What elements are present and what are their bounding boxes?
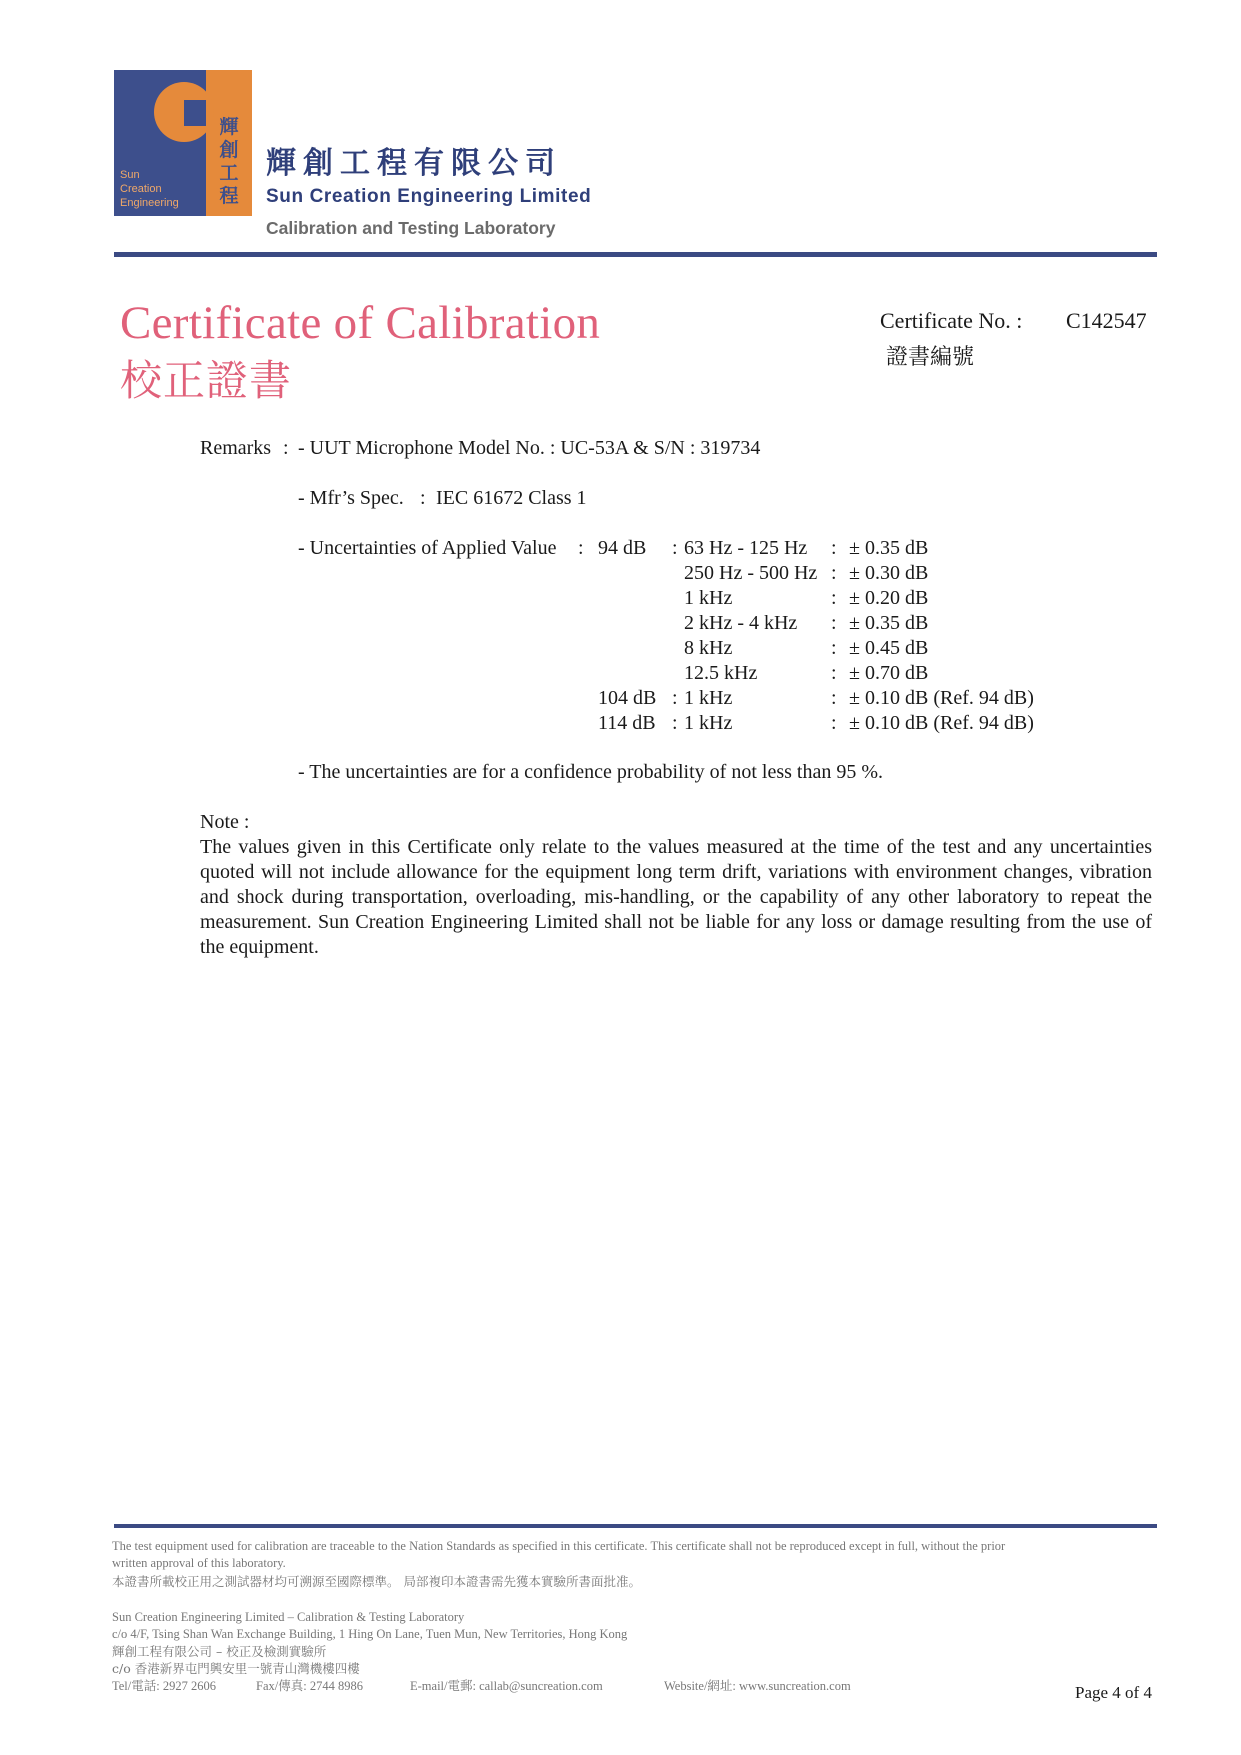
address-line: c/o 香港新界屯門興安里一號青山灣機樓四樓 bbox=[112, 1661, 360, 1676]
address-line: Sun Creation Engineering Limited – Calibration & Testing Laboratory bbox=[112, 1610, 465, 1624]
unc-colon: : bbox=[831, 662, 837, 684]
unc-colon: : bbox=[831, 687, 837, 709]
telephone: Tel/電話: 2927 2606 bbox=[112, 1679, 216, 1693]
remarks-label: Remarks bbox=[200, 437, 272, 459]
address-line: 輝創工程有限公司 – 校正及檢測實驗所 bbox=[112, 1644, 327, 1659]
unc-sep: : bbox=[672, 687, 678, 709]
unc-freq: 1 kHz bbox=[684, 712, 733, 734]
unc-level: 114 dB bbox=[598, 712, 656, 734]
uncertainties-colon: : bbox=[578, 537, 584, 559]
fax: Fax/傳真: 2744 8986 bbox=[256, 1679, 363, 1693]
company-logo bbox=[114, 70, 252, 216]
unc-value: ± 0.45 dB bbox=[849, 637, 929, 659]
remarks-spec-label: - Mfr’s Spec. bbox=[298, 487, 404, 509]
unc-level: 94 dB bbox=[598, 537, 647, 559]
unc-colon: : bbox=[831, 712, 837, 734]
logo-vertical-chars: 輝 創 工 程 bbox=[219, 116, 239, 207]
logo-text: Sun Creation Engineering bbox=[120, 169, 179, 209]
unc-value: ± 0.10 dB (Ref. 94 dB) bbox=[849, 712, 1034, 734]
unc-sep: : bbox=[672, 712, 678, 734]
remarks-uut: - UUT Microphone Model No. : UC-53A & S/N : 319734 bbox=[298, 437, 761, 459]
remarks-spec-value: IEC 61672 Class 1 bbox=[436, 487, 587, 509]
unc-value: ± 0.35 dB bbox=[849, 537, 929, 559]
certificate-number: C142547 bbox=[1066, 308, 1147, 333]
certificate-title-en: Certificate of Calibration bbox=[120, 297, 601, 349]
unc-value: ± 0.20 dB bbox=[849, 587, 929, 609]
note-body: The values given in this Certificate only relate to the values measured at the time of the test and any uncertainties quoted will not include allowance for the equipment long term drift, variations with environment changes, vibration and shock during transportation, overloading, mis-handling, or the capability of any other laboratory to repeat the measurement. Sun Creation Engineering Limited shall not be liable for any loss or damage resulting from the use of the equipment. bbox=[200, 836, 1152, 958]
unc-colon: : bbox=[831, 562, 837, 584]
traceability-zh: 本證書所載校正用之測試器材均可溯源至國際標準。 局部複印本證書需先獲本實驗所書面批准。 bbox=[112, 1574, 641, 1589]
traceability-en-line1: The test equipment used for calibration are traceable to the Nation Standards as specified in this certificate. This certificate shall not be reproduced except in full, without the prior bbox=[112, 1539, 1006, 1553]
unc-sep: : bbox=[672, 537, 678, 559]
note-heading: Note : bbox=[200, 811, 250, 833]
footer-divider bbox=[114, 1524, 1157, 1528]
certificate-title-zh: 校正證書 bbox=[120, 359, 293, 405]
uncertainties-label: - Uncertainties of Applied Value bbox=[298, 537, 557, 559]
lab-name: Calibration and Testing Laboratory bbox=[266, 218, 556, 238]
unc-freq: 250 Hz - 500 Hz bbox=[684, 562, 818, 584]
unc-freq: 2 kHz - 4 kHz bbox=[684, 612, 798, 634]
company-name-zh: 輝創工程有限公司 bbox=[266, 146, 562, 181]
unc-freq: 8 kHz bbox=[684, 637, 733, 659]
unc-freq: 12.5 kHz bbox=[684, 662, 758, 684]
unc-freq: 1 kHz bbox=[684, 587, 733, 609]
unc-colon: : bbox=[831, 587, 837, 609]
traceability-en-line2: written approval of this laboratory. bbox=[112, 1556, 286, 1570]
unc-freq: 1 kHz bbox=[684, 687, 733, 709]
email-link[interactable]: E-mail/電郵: callab@suncreation.com bbox=[410, 1679, 603, 1693]
header-divider bbox=[114, 252, 1157, 257]
unc-value: ± 0.35 dB bbox=[849, 612, 929, 634]
unc-colon: : bbox=[831, 612, 837, 634]
confidence-statement: - The uncertainties are for a confidence probability of not less than 95 %. bbox=[298, 761, 883, 783]
unc-value: ± 0.30 dB bbox=[849, 562, 929, 584]
unc-value: ± 0.70 dB bbox=[849, 662, 929, 684]
remarks-spec-colon: : bbox=[420, 487, 426, 509]
website-link[interactable]: Website/網址: www.suncreation.com bbox=[664, 1679, 851, 1693]
unc-value: ± 0.10 dB (Ref. 94 dB) bbox=[849, 687, 1034, 709]
remarks-colon: : bbox=[283, 437, 289, 459]
address-line: c/o 4/F, Tsing Shan Wan Exchange Building, 1 Hing On Lane, Tuen Mun, New Territories, Hong Kong bbox=[112, 1627, 628, 1641]
company-name-en: Sun Creation Engineering Limited bbox=[266, 186, 592, 207]
unc-colon: : bbox=[831, 637, 837, 659]
page-number: Page 4 of 4 bbox=[1075, 1683, 1152, 1702]
unc-freq: 63 Hz - 125 Hz bbox=[684, 537, 808, 559]
certificate-number-label-zh: 證書編號 bbox=[886, 345, 975, 370]
unc-colon: : bbox=[831, 537, 837, 559]
certificate-number-label: Certificate No. : bbox=[880, 308, 1023, 333]
unc-level: 104 dB bbox=[598, 687, 657, 709]
